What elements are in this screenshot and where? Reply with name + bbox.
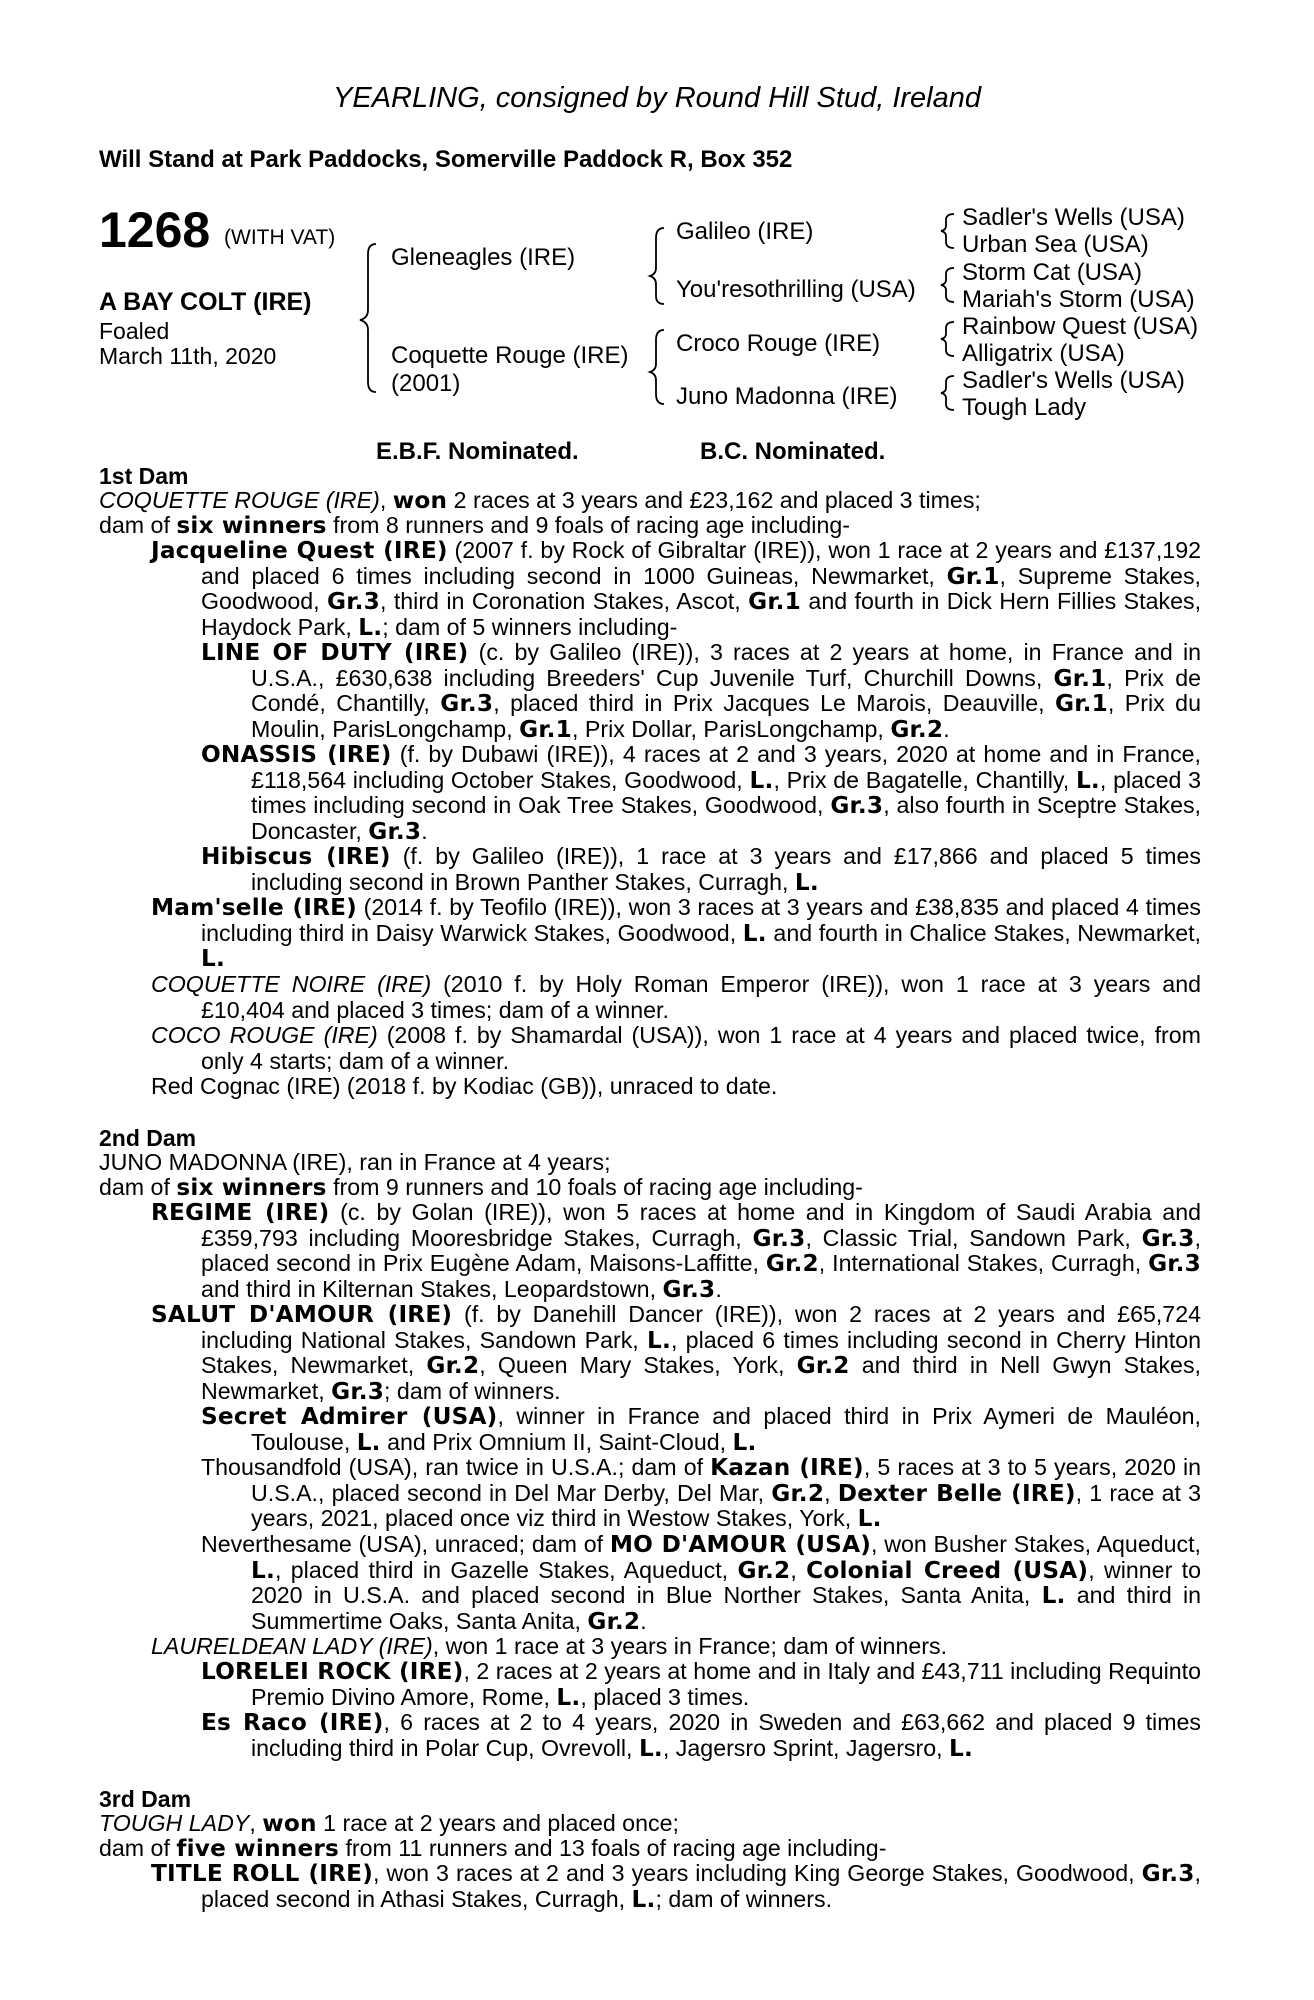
pedigree-dam-year: (2001)	[391, 370, 461, 397]
first-dam-heading: 1st Dam	[99, 463, 189, 489]
pedigree-ggp-1: Sadler's Wells (USA)	[962, 204, 1185, 231]
produce-line-of-duty: LINE OF DUTY (IRE) (c. by Galileo (IRE)), 3 races at 2 years at home, in France and in U.S.A., £630,638 including Breeders' Cup Juvenile Turf, Churchill Downs, Gr.1, Prix de Condé, Chantilly, Gr.3, placed third in Prix Jacques Le Marois, Deauville, Gr.1, Prix du Moulin, ParisLongchamp, Gr.1, Prix Dollar, ParisLongchamp, Gr.2.	[201, 639, 1201, 743]
produce-secret-admirer: Secret Admirer (USA), winner in France and placed third in Prix Aymeri de Mauléon, Toulouse, L. and Prix Omnium II, Saint-Cloud, L.	[201, 1403, 1201, 1456]
stand-location: Will Stand at Park Paddocks, Somerville Paddock R, Box 352	[99, 146, 793, 173]
foaled-label: Foaled	[99, 318, 170, 344]
pedigree-ggp-2: Urban Sea (USA)	[962, 231, 1149, 258]
produce-coquette-noire: COQUETTE NOIRE (IRE) (2010 f. by Holy Roman Emperor (IRE)), won 1 race at 3 years and £10,404 and placed 3 times; dam of a winner.	[151, 971, 1201, 1023]
produce-es-raco: Es Raco (IRE), 6 races at 2 to 4 years, 2020 in Sweden and £63,662 and placed 9 times including third in Polar Cup, Ovrevoll, L., Jagersro Sprint, Jagersro, L.	[201, 1709, 1201, 1762]
pedigree-ggp-4: Mariah's Storm (USA)	[962, 286, 1195, 313]
third-dam-intro2: dam of five winners from 11 runners and 13 foals of racing age including-	[99, 1835, 887, 1862]
lot-number: 1268	[99, 202, 211, 258]
vat-label: (WITH VAT)	[224, 226, 336, 249]
pedigree-ggp-5: Rainbow Quest (USA)	[962, 313, 1199, 340]
pedigree-dam: Coquette Rouge (IRE)	[391, 342, 629, 369]
second-dam-heading: 2nd Dam	[99, 1125, 197, 1151]
pedigree-sire: Gleneagles (IRE)	[391, 244, 576, 271]
first-dam-intro: COQUETTE ROUGE (IRE), won 2 races at 3 years and £23,162 and placed 3 times;	[99, 487, 981, 514]
lot-description: A BAY COLT (IRE)	[99, 288, 312, 316]
pedigree-ggp-6: Alligatrix (USA)	[962, 340, 1125, 367]
foaled-date: March 11th, 2020	[99, 343, 277, 369]
bc-nomination: B.C. Nominated.	[700, 438, 886, 465]
pedigree-dam-dam: Juno Madonna (IRE)	[676, 383, 898, 410]
page-title: YEARLING, consigned by Round Hill Stud, Ireland	[332, 82, 981, 114]
second-dam-intro2: dam of six winners from 9 runners and 10 foals of racing age including-	[99, 1174, 863, 1201]
produce-jacqueline-quest: Jacqueline Quest (IRE) (2007 f. by Rock of Gibraltar (IRE)), won 1 race at 2 years and £137,192 and placed 6 times including second in 1000 Guineas, Newmarket, Gr.1, Supreme Stakes, Goodwood, Gr.3, third in Coronation Stakes, Ascot, Gr.1 and fourth in Dick Hern Fillies Stakes, Haydock Park, L.; dam of 5 winners including-	[151, 537, 1202, 641]
produce-neverthesame: Neverthesame (USA), unraced; dam of MO D'AMOUR (USA), won Busher Stakes, Aqueduct, L., placed third in Gazelle Stakes, Aqueduct, Gr.2, Colonial Creed (USA), winner to 2020 in U.S.A. and placed second in Blue Norther Stakes, Santa Anita, L. and third in Summertime Oaks, Santa Anita, Gr.2.	[201, 1531, 1201, 1635]
produce-salut-damour: SALUT D'AMOUR (IRE) (f. by Danehill Dancer (IRE)), won 2 races at 2 years and £65,724 including National Stakes, Sandown Park, L., placed 6 times including second in Cherry Hinton Stakes, Newmarket, Gr.2, Queen Mary Stakes, York, Gr.2 and third in Nell Gwyn Stakes, Newmarket, Gr.3; dam of winners.	[151, 1301, 1201, 1405]
produce-lorelei-rock: LORELEI ROCK (IRE), 2 races at 2 years at home and in Italy and £43,711 including Requinto Premio Divino Amore, Rome, L., placed 3 times.	[201, 1658, 1201, 1711]
produce-regime: REGIME (IRE) (c. by Golan (IRE)), won 5 races at home and in Kingdom of Saudi Arabia and £359,793 including Mooresbridge Stakes, Curragh, Gr.3, Classic Trial, Sandown Park, Gr.3, placed second in Prix Eugène Adam, Maisons-Laffitte, Gr.2, International Stakes, Curragh, Gr.3 and third in Kilternan Stakes, Leopardstown, Gr.3.	[151, 1199, 1201, 1303]
produce-red-cognac: Red Cognac (IRE) (2018 f. by Kodiac (GB)), unraced to date.	[151, 1073, 778, 1099]
pedigree-ggp-3: Storm Cat (USA)	[962, 259, 1143, 286]
pedigree-sire-sire: Galileo (IRE)	[676, 218, 814, 245]
pedigree-ggp-7: Sadler's Wells (USA)	[962, 367, 1185, 394]
third-dam-heading: 3rd Dam	[99, 1786, 192, 1812]
ebf-nomination: E.B.F. Nominated.	[376, 438, 579, 465]
produce-laureldean-lady: LAURELDEAN LADY (IRE), won 1 race at 3 years in France; dam of winners.	[151, 1633, 948, 1659]
pedigree-dam-sire: Croco Rouge (IRE)	[676, 330, 881, 357]
pedigree-ggp-8: Tough Lady	[962, 394, 1087, 421]
third-dam-intro: TOUGH LADY, won 1 race at 2 years and placed once;	[99, 1810, 679, 1837]
produce-coco-rouge: COCO ROUGE (IRE) (2008 f. by Shamardal (USA)), won 1 race at 4 years and placed twice, from only 4 starts; dam of a winner.	[151, 1022, 1201, 1074]
produce-mamselle: Mam'selle (IRE) (2014 f. by Teofilo (IRE)), won 3 races at 3 years and £38,835 and placed 4 times including third in Daisy Warwick Stakes, Goodwood, L. and fourth in Chalice Stakes, Newmarket, L.	[151, 894, 1201, 972]
produce-hibiscus: Hibiscus (IRE) (f. by Galileo (IRE)), 1 race at 3 years and £17,866 and placed 5 times including second in Brown Panther Stakes, Curragh, L.	[201, 843, 1201, 896]
second-dam-intro: JUNO MADONNA (IRE), ran in France at 4 years;	[99, 1149, 611, 1175]
produce-title-roll: TITLE ROLL (IRE), won 3 races at 2 and 3 years including King George Stakes, Goodwood, Gr.3, placed second in Athasi Stakes, Curragh, L.; dam of winners.	[151, 1860, 1201, 1913]
produce-onassis: ONASSIS (IRE) (f. by Dubawi (IRE)), 4 races at 2 and 3 years, 2020 at home and in France, £118,564 including October Stakes, Goodwood, L., Prix de Bagatelle, Chantilly, L., placed 3 times including second in Oak Tree Stakes, Goodwood, Gr.3, also fourth in Sceptre Stakes, Doncaster, Gr.3.	[201, 741, 1202, 845]
first-dam-intro2: dam of six winners from 8 runners and 9 foals of racing age including-	[99, 512, 850, 539]
pedigree-sire-dam: You'resothrilling (USA)	[676, 276, 916, 303]
produce-thousandfold: Thousandfold (USA), ran twice in U.S.A.; dam of Kazan (IRE), 5 races at 3 to 5 years, 2020 in U.S.A., placed second in Del Mar Derby, Del Mar, Gr.2, Dexter Belle (IRE), 1 race at 3 years, 2021, placed once viz third in Westow Stakes, York, L.	[201, 1454, 1202, 1532]
